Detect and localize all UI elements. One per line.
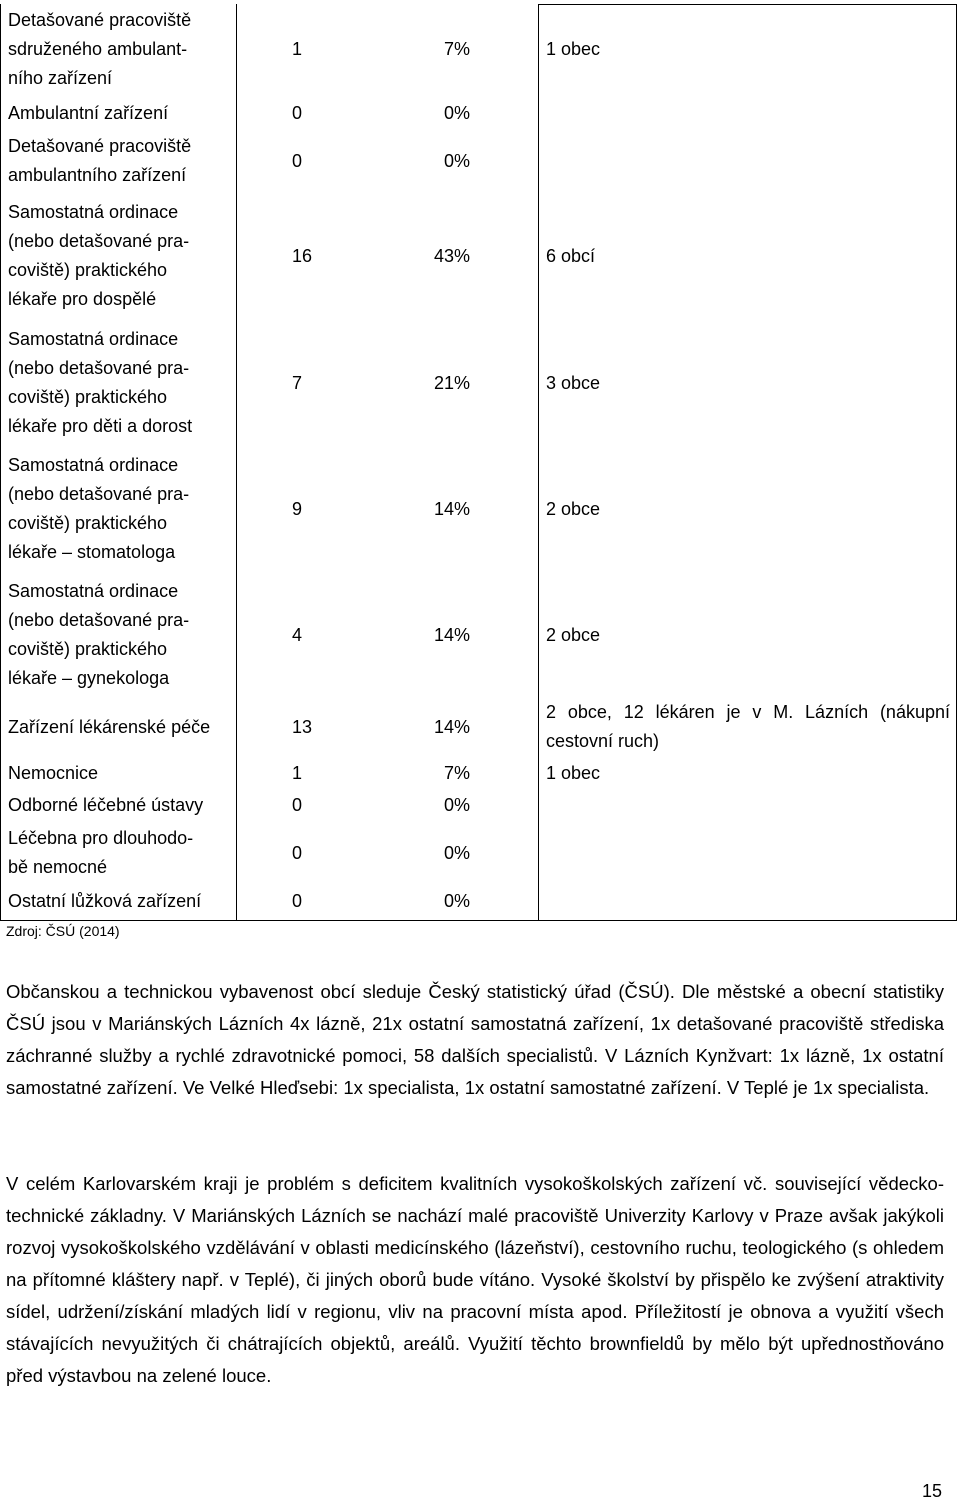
row-label: Samostatná ordinace (nebo detašované pra- coviště) praktického lékaře – gynekologa (8, 581, 190, 688)
table-row (0, 325, 960, 443)
row-percent: 43% (433, 246, 470, 266)
row-count: 0 (292, 843, 303, 863)
row-percent: 14% (433, 625, 470, 645)
row-count: 0 (292, 795, 303, 815)
row-note: 6 obcí (546, 246, 596, 266)
row-label: Ostatní lůžková zařízení (8, 891, 202, 911)
row-label: Samostatná ordinace (nebo detašované pra- coviště) praktického lékaře pro dospělé (8, 202, 190, 309)
row-percent: 0% (443, 795, 470, 815)
table-border (0, 920, 957, 921)
row-count: 0 (292, 151, 303, 171)
table-source: Zdroj: ČSÚ (2014) (6, 923, 120, 939)
row-count: 1 (292, 763, 303, 783)
row-label: Zařízení lékárenské péče (8, 717, 211, 737)
row-percent: 0% (443, 843, 470, 863)
row-note: 2 obce (546, 499, 601, 519)
row-count: 0 (292, 891, 303, 911)
table-border (0, 4, 1, 920)
table-row (0, 759, 960, 789)
row-label: Ambulantní zařízení (8, 103, 169, 123)
row-percent: 14% (433, 717, 470, 737)
row-percent: 21% (433, 373, 470, 393)
row-label: Samostatná ordinace (nebo detašované pra- coviště) praktického lékaře pro děti a dorost (8, 329, 193, 436)
row-percent: 7% (443, 39, 470, 59)
table-row (0, 887, 960, 917)
row-percent: 14% (433, 499, 470, 519)
row-note: 2 obce (546, 625, 601, 645)
row-count: 9 (292, 499, 303, 519)
table-row (0, 99, 960, 129)
table-row (0, 451, 960, 569)
row-count: 4 (292, 625, 303, 645)
paragraph: V celém Karlovarském kraji je problém s deficitem kvalitních vysokoškolských zařízení vč. související vědecko-technické základny. V Mariánských Lázních se nachází malé pracoviště Univerzity Karlovy v Praze avšak jakýkoli rozvoj vysokoškolského vzdělávání v oblasti medicínského (lázeňství), cestovního ruchu, teologického (s ohledem na přítomné kláštery např. v Teplé), či jiných oborů bude vítáno. Vysoké školství by přispělo ke zvýšení atraktivity sídel, udržení/získání mladých lidí v regionu, vliv na pracovní místa apod. Příležitostí je obnova a využití všech stávajících nevyužitých či chátrajících objektů, areálů. Využití těchto brownfieldů by mělo být upřednostňováno před výstavbou na zelené louce. (6, 1173, 944, 1386)
row-count: 0 (292, 103, 303, 123)
row-count: 1 (292, 39, 303, 59)
row-label: Detašované pracoviště sdruženého ambulant- ního zařízení (8, 10, 192, 88)
row-label: Léčebna pro dlouhodo- bě nemocné (8, 828, 194, 877)
row-note: 1 obec (546, 39, 601, 59)
table-border (538, 4, 957, 5)
table-row (0, 577, 960, 695)
table-row (0, 198, 960, 316)
row-percent: 0% (443, 103, 470, 123)
table-row (0, 6, 960, 94)
row-count: 16 (292, 246, 313, 266)
paragraph: Občanskou a technickou vybavenost obcí sleduje Český statistický úřad (ČSÚ). Dle městské a obecní statistiky ČSÚ jsou v Mariánských Lázních 4x lázně, 21x ostatní samostatná zařízení, 1x detašované pracoviště střediska záchranné služby a rychlé zdravotnické pomoci, 58 dalších specialistů. V Lázních Kynžvart: 1x lázně, 1x ostatní samostatné zařízení. Ve Velké Hleďsebi: 1x specialista, 1x ostatní samostatné zařízení. V Teplé je 1x specialista. (6, 981, 944, 1098)
table-row (0, 791, 960, 821)
row-percent: 0% (443, 891, 470, 911)
row-count: 13 (292, 717, 313, 737)
page-number: 15 (921, 1481, 942, 1501)
row-label: Nemocnice (8, 763, 99, 783)
table-border (236, 4, 237, 920)
row-label: Detašované pracoviště ambulantního zařízení (8, 136, 192, 185)
row-note: 3 obce (546, 373, 601, 393)
row-percent: 0% (443, 151, 470, 171)
row-percent: 7% (443, 763, 470, 783)
table-border (538, 4, 539, 920)
row-note: 1 obec (546, 763, 601, 783)
row-count: 7 (292, 373, 303, 393)
row-note: 2 obce, 12 lékáren je v M. Lázních (nákupní cestovní ruch) (546, 702, 950, 751)
table-row (0, 132, 960, 192)
row-label: Odborné léčebné ústavy (8, 795, 204, 815)
table-border (956, 4, 957, 920)
table-row (0, 824, 960, 884)
table-row (0, 698, 960, 758)
row-label: Samostatná ordinace (nebo detašované pra- coviště) praktického lékaře – stomatologa (8, 455, 190, 562)
